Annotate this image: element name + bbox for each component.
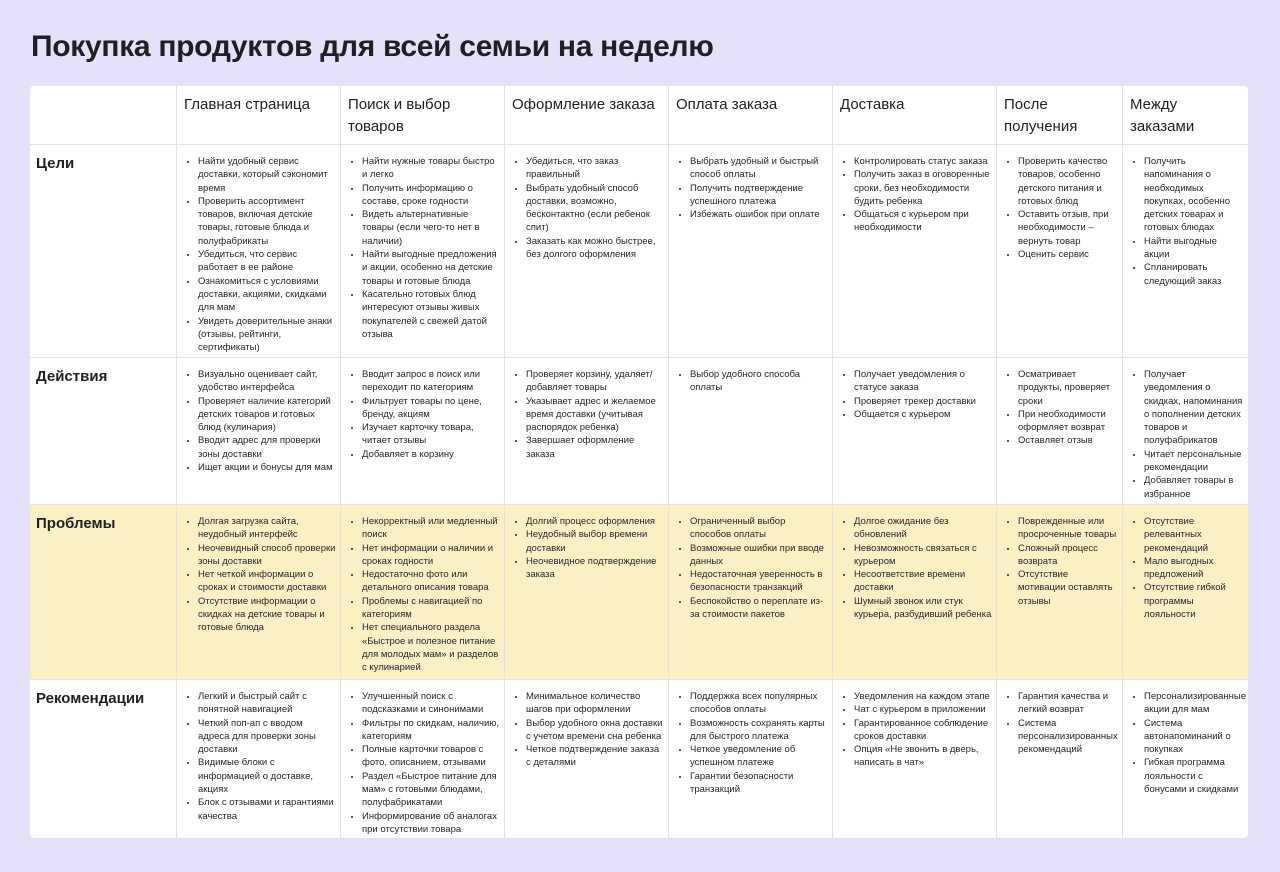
bullet-list — [341, 505, 504, 675]
cell-recommendations-checkout — [504, 679, 668, 838]
list-item: • Оставить отзыв, при необходимости – вернуть товар — [1018, 208, 1118, 248]
list-item: • Убедиться, что сервис работает в ее районе — [198, 248, 336, 275]
bullet-list — [833, 358, 996, 421]
list-item: • Получить напоминания о необходимых покупках, особенно детских товарах и готовых блюдах — [1144, 155, 1244, 235]
stage-header-between-orders: Между заказами — [1122, 86, 1248, 144]
list-item: • Осматривает продукты, проверяет сроки — [1018, 368, 1118, 408]
bullet-list — [833, 145, 996, 235]
row-label-recommendations: Рекомендации — [30, 679, 176, 838]
cell-goals-checkout — [504, 144, 668, 357]
list-item: • Найти выгодные акции — [1144, 235, 1244, 262]
list-item: • Добавляет товары в избранное — [1144, 474, 1244, 501]
list-item: • Уведомления на каждом этапе — [854, 690, 992, 703]
cell-actions-delivery — [832, 357, 996, 504]
cell-actions-between-orders — [1122, 357, 1248, 504]
list-item: • Отсутствие мотивации оставлять отзывы — [1018, 568, 1118, 608]
bullet-list — [341, 145, 504, 341]
list-item: • Мало выгодных предложений — [1144, 555, 1244, 582]
list-item: • Получить информацию о составе, сроке годности — [362, 182, 500, 209]
cell-recommendations-between-orders — [1122, 679, 1248, 838]
header-corner — [30, 86, 176, 144]
list-item: • Возможные ошибки при вводе данных — [690, 542, 828, 569]
list-item: • Проблемы с навигацией по категориям — [362, 595, 500, 622]
cell-goals-main-page — [176, 144, 340, 357]
bullet-list — [669, 680, 832, 796]
list-item: • Нет специального раздела «Быстрое и полезное питание для молодых мам» и разделов с кулинарией — [362, 621, 500, 674]
bullet-list — [669, 505, 832, 621]
bullet-list — [505, 358, 668, 461]
bullet-list — [1123, 680, 1248, 796]
list-item: • Ограниченный выбор способов оплаты — [690, 515, 828, 542]
list-item: • Гибкая программа лояльности с бонусами и скидками — [1144, 756, 1244, 796]
bullet-list — [833, 680, 996, 770]
list-item: • Читает персональные рекомендации — [1144, 448, 1244, 475]
list-item: • Указывает адрес и желаемое время доставки (учитывая распорядок ребенка) — [526, 395, 664, 435]
stage-header-after-receipt: После получения — [996, 86, 1122, 144]
bullet-list — [669, 145, 832, 221]
list-item: • Сложный процесс возврата — [1018, 542, 1118, 569]
cell-problems-main-page — [176, 504, 340, 679]
list-item: • Полные карточки товаров с фото, описанием, отзывами — [362, 743, 500, 770]
list-item: • Отсутствие гибкой программы лояльности — [1144, 581, 1244, 621]
row-label-problems: Проблемы — [30, 504, 176, 679]
cell-goals-delivery — [832, 144, 996, 357]
list-item: • Заказать как можно быстрее, без долгого оформления — [526, 235, 664, 262]
list-item: • Несоответствие времени доставки — [854, 568, 992, 595]
list-item: • Информирование об аналогах при отсутствии товара — [362, 810, 500, 837]
bullet-list — [997, 680, 1122, 756]
list-item: • Вводит адрес для проверки зоны доставки — [198, 434, 336, 461]
row-label-actions: Действия — [30, 357, 176, 504]
list-item: • Найти удобный сервис доставки, который сэкономит время — [198, 155, 336, 195]
list-item: • Поврежденные или просроченные товары — [1018, 515, 1118, 542]
list-item: • Неочевидный способ проверки зоны доставки — [198, 542, 336, 569]
list-item: • Шумный звонок или стук курьера, разбудивший ребенка — [854, 595, 992, 622]
list-item: • Добавляет в корзину — [362, 448, 500, 461]
bullet-list — [1123, 358, 1248, 501]
list-item: • Неочевидное подтверждение заказа — [526, 555, 664, 582]
bullet-list — [1123, 505, 1248, 621]
list-item: • Блок с отзывами и гарантиями качества — [198, 796, 336, 823]
list-item: • Получить заказ в оговоренные сроки, без необходимости будить ребенка — [854, 168, 992, 208]
list-item: • Нет информации о наличии и сроках годности — [362, 542, 500, 569]
row-label-goals: Цели — [30, 144, 176, 357]
bullet-list — [341, 680, 504, 836]
stage-header-main-page: Главная страница — [176, 86, 340, 144]
list-item: • Видеть альтернативные товары (если чего-то нет в наличии) — [362, 208, 500, 248]
list-item: • Убедиться, что заказ правильный — [526, 155, 664, 182]
list-item: • Гарантии безопасности транзакций — [690, 770, 828, 797]
list-item: • Проверить ассортимент товаров, включая детские товары, готовые блюда и полуфабрикаты — [198, 195, 336, 248]
bullet-list — [833, 505, 996, 621]
list-item: • Четкое уведомление об успешном платеже — [690, 743, 828, 770]
cell-actions-checkout — [504, 357, 668, 504]
bullet-list — [997, 505, 1122, 608]
list-item: • Четкий поп-ап с вводом адреса для проверки зоны доставки — [198, 717, 336, 757]
stage-header-payment: Оплата заказа — [668, 86, 832, 144]
list-item: • Проверяет трекер доставки — [854, 395, 992, 408]
list-item: • Найти нужные товары быстро и легко — [362, 155, 500, 182]
cell-problems-after-receipt — [996, 504, 1122, 679]
list-item: • Общается с курьером — [854, 408, 992, 421]
list-item: • Проверяет наличие категорий детских товаров и готовых блюд (кулинария) — [198, 395, 336, 435]
bullet-list — [177, 145, 340, 354]
bullet-list — [177, 358, 340, 474]
list-item: • Изучает карточку товара, читает отзывы — [362, 421, 500, 448]
list-item: • Недостаточная уверенность в безопасности транзакций — [690, 568, 828, 595]
bullet-list — [505, 505, 668, 581]
list-item: • Долгая загрузка сайта, неудобный интерфейс — [198, 515, 336, 542]
cell-recommendations-after-receipt — [996, 679, 1122, 838]
list-item: • Поддержка всех популярных способов оплаты — [690, 690, 828, 717]
cell-recommendations-search — [340, 679, 504, 838]
list-item: • Чат с курьером в приложении — [854, 703, 992, 716]
list-item: • Получает уведомления о статусе заказа — [854, 368, 992, 395]
page-title: Покупка продуктов для всей семьи на неделю — [31, 30, 714, 63]
cell-problems-delivery — [832, 504, 996, 679]
bullet-list — [1123, 145, 1248, 288]
list-item: • Увидеть доверительные знаки (отзывы, рейтинги, сертификаты) — [198, 315, 336, 355]
list-item: • Избежать ошибок при оплате — [690, 208, 828, 221]
list-item: • Персонализированные акции для мам — [1144, 690, 1244, 717]
list-item: • Беспокойство о переплате из-за стоимости пакетов — [690, 595, 828, 622]
cell-problems-between-orders — [1122, 504, 1248, 679]
list-item: • Невозможность связаться с курьером — [854, 542, 992, 569]
bullet-list — [505, 145, 668, 261]
stage-header-delivery: Доставка — [832, 86, 996, 144]
list-item: • Фильтры по скидкам, наличию, категориям — [362, 717, 500, 744]
list-item: • Видимые блоки с информацией о доставке, акциях — [198, 756, 336, 796]
cell-actions-after-receipt — [996, 357, 1122, 504]
list-item: • Возможность сохранять карты для быстрого платежа — [690, 717, 828, 744]
list-item: • Минимальное количество шагов при оформлении — [526, 690, 664, 717]
list-item: • Оставляет отзыв — [1018, 434, 1118, 447]
list-item: • Система автонапоминаний о покупках — [1144, 717, 1244, 757]
bullet-list — [669, 358, 832, 395]
list-item: • Оценить сервис — [1018, 248, 1118, 261]
list-item: • Касательно готовых блюд интересуют отзывы живых покупателей с свежей датой отзыва — [362, 288, 500, 341]
list-item: • Завершает оформление заказа — [526, 434, 664, 461]
list-item: • Выбрать удобный и быстрый способ оплаты — [690, 155, 828, 182]
cell-problems-payment — [668, 504, 832, 679]
bullet-list — [997, 358, 1122, 448]
list-item: • Неудобный выбор времени доставки — [526, 528, 664, 555]
list-item: • Фильтрует товары по цене, бренду, акциям — [362, 395, 500, 422]
list-item: • Некорректный или медленный поиск — [362, 515, 500, 542]
stage-header-checkout: Оформление заказа — [504, 86, 668, 144]
list-item: • Вводит запрос в поиск или переходит по категориям — [362, 368, 500, 395]
list-item: • Выбор удобного способа оплаты — [690, 368, 828, 395]
list-item: • Общаться с курьером при необходимости — [854, 208, 992, 235]
list-item: • При необходимости оформляет возврат — [1018, 408, 1118, 435]
cell-actions-payment — [668, 357, 832, 504]
list-item: • Спланировать следующий заказ — [1144, 261, 1244, 288]
list-item: • Выбор удобного окна доставки с учетом времени сна ребенка — [526, 717, 664, 744]
bullet-list — [177, 680, 340, 823]
list-item: • Получает уведомления о скидках, напоминания о пополнении детских товаров и полуфабрикатов — [1144, 368, 1244, 448]
list-item: • Система персонализированных рекомендаций — [1018, 717, 1118, 757]
list-item: • Улучшенный поиск с подсказками и синонимами — [362, 690, 500, 717]
cell-goals-search — [340, 144, 504, 357]
list-item: • Отсутствие информации о скидках на детские товары и готовые блюда — [198, 595, 336, 635]
list-item: • Контролировать статус заказа — [854, 155, 992, 168]
bullet-list — [341, 358, 504, 461]
list-item: • Недостаточно фото или детального описания товара — [362, 568, 500, 595]
list-item: • Проверить качество товаров, особенно детского питания и готовых блюд — [1018, 155, 1118, 208]
list-item: • Выбрать удобный способ доставки, возможно, бесконтактно (если ребенок спит) — [526, 182, 664, 235]
list-item: • Легкий и быстрый сайт с понятной навигацией — [198, 690, 336, 717]
cell-goals-after-receipt — [996, 144, 1122, 357]
list-item: • Ознакомиться с условиями доставки, акциями, скидками для мам — [198, 275, 336, 315]
cell-goals-payment — [668, 144, 832, 357]
cell-recommendations-payment — [668, 679, 832, 838]
cell-recommendations-delivery — [832, 679, 996, 838]
list-item: • Долгое ожидание без обновлений — [854, 515, 992, 542]
cell-actions-search — [340, 357, 504, 504]
list-item: • Ищет акции и бонусы для мам — [198, 461, 336, 474]
bullet-list — [177, 505, 340, 635]
list-item: • Проверяет корзину, удаляет/добавляет товары — [526, 368, 664, 395]
list-item: • Четкое подтверждение заказа с деталями — [526, 743, 664, 770]
list-item: • Гарантированное соблюдение сроков доставки — [854, 717, 992, 744]
customer-journey-map — [30, 86, 1248, 838]
list-item: • Визуально оценивает сайт, удобство интерфейса — [198, 368, 336, 395]
cell-problems-search — [340, 504, 504, 679]
stage-header-search: Поиск и выбор товаров — [340, 86, 504, 144]
list-item: • Найти выгодные предложения и акции, особенно на детские товары и готовые блюда — [362, 248, 500, 288]
list-item: • Опция «Не звонить в дверь, написать в чат» — [854, 743, 992, 770]
cell-goals-between-orders — [1122, 144, 1248, 357]
list-item: • Получить подтверждение успешного платежа — [690, 182, 828, 209]
list-item: • Раздел «Быстрое питание для мам» с готовыми блюдами, полуфабрикатами — [362, 770, 500, 810]
bullet-list — [505, 680, 668, 770]
list-item: • Отсутствие релевантных рекомендаций — [1144, 515, 1244, 555]
list-item: • Гарантия качества и легкий возврат — [1018, 690, 1118, 717]
cell-recommendations-main-page — [176, 679, 340, 838]
cell-actions-main-page — [176, 357, 340, 504]
list-item: • Долгий процесс оформления — [526, 515, 664, 528]
cell-problems-checkout — [504, 504, 668, 679]
list-item: • Нет четкой информации о сроках и стоимости доставки — [198, 568, 336, 595]
bullet-list — [997, 145, 1122, 261]
